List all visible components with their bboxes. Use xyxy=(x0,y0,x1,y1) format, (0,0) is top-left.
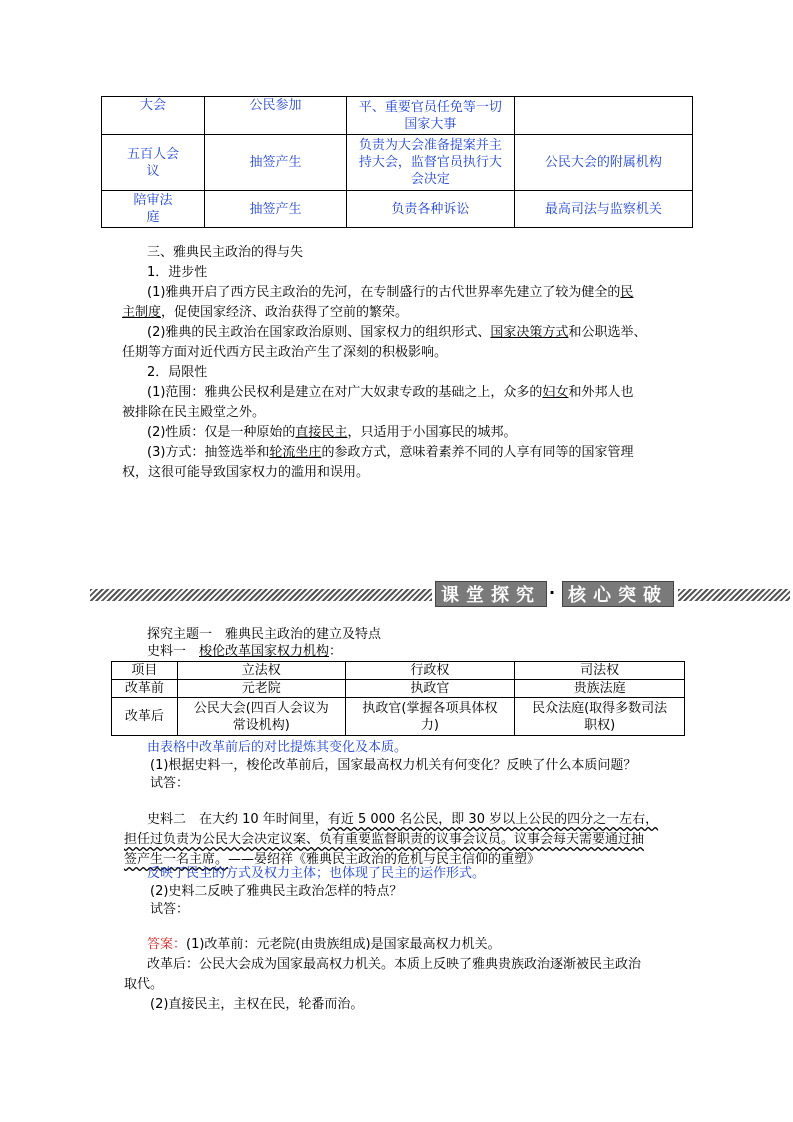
paragraph-line xyxy=(147,443,633,463)
text: (1)范围：雅典公民权利是建立在对广大奴隶专政的基础之上，众多的 xyxy=(147,385,543,400)
text: 史料二 在大约 10 年时间里， xyxy=(147,812,328,827)
table-cell: 抽签产生 xyxy=(204,191,346,228)
table-cell: 平、重要官员任免等一切国家大事 xyxy=(347,97,515,135)
paragraph-line xyxy=(147,283,633,303)
table-row xyxy=(102,97,693,135)
table-cell: 公民参加 xyxy=(204,97,346,135)
underlined-text: 国家决策方式 xyxy=(490,325,569,340)
hatch-left xyxy=(90,589,432,601)
table-row xyxy=(102,191,693,228)
answer-label: 答案： xyxy=(147,937,187,952)
table-row xyxy=(102,135,693,191)
paragraph-line xyxy=(124,830,644,850)
table-cell: 负责各种诉讼 xyxy=(347,191,515,228)
table-cell: 执政官(掌握各项具体权力) xyxy=(345,698,515,736)
subheading-progress: 1．进步性 xyxy=(147,265,208,280)
table-cell: 执政官 xyxy=(345,680,515,698)
underlined-text: 直接民主 xyxy=(295,425,348,440)
paragraph-line xyxy=(122,303,408,323)
section-heading: 三、雅典民主政治的得与失 xyxy=(147,245,304,260)
paragraph-line: (2)直接民主，主权在民，轮番而治。 xyxy=(150,997,364,1012)
answer-block xyxy=(124,935,714,1015)
paragraph-line: 取代。 xyxy=(124,977,164,992)
text: (2)雅典的民主政治在国家政治原则、国家权力的组织形式、 xyxy=(147,325,491,340)
table-header: 行政权 xyxy=(345,662,515,680)
banner-box-right: 核心突破 xyxy=(562,581,674,607)
table-cell: 公民大会(四百人会议为常设机构) xyxy=(177,698,345,736)
paragraph-line xyxy=(147,810,658,830)
table-cell xyxy=(514,97,692,135)
underlined-text: 主制度 xyxy=(122,305,162,320)
source-one-line xyxy=(147,642,342,662)
table-cell: 陪审法庭 xyxy=(102,191,205,228)
wavy-underlined-text: 签产生一名主席。 xyxy=(124,852,229,867)
table-header: 立法权 xyxy=(177,662,345,680)
text: ，促使国家经济、政治获得了空前的繁荣。 xyxy=(161,305,409,320)
text: ： xyxy=(329,644,343,659)
underlined-text: 梭伦改革国家权力机构 xyxy=(199,644,330,659)
paragraph-line xyxy=(147,423,516,443)
text: (1)雅典开启了西方民主政治的先河，在专制盛行的古代世界率先建立了较为健全的 xyxy=(147,285,621,300)
table-cell: 抽签产生 xyxy=(204,135,346,191)
text: (3)方式：抽签选举和 xyxy=(147,445,270,460)
text: 和外邦人也 xyxy=(568,385,634,400)
wavy-underlined-text: 有近 5 000 名公民，即 30 岁以上公民的四分之一左右， xyxy=(327,812,659,827)
table-cell: 改革前 xyxy=(112,680,178,698)
hint-one: 由表格中改革前后的对比提炼其变化及本质。 xyxy=(147,740,408,755)
underlined-text: 民 xyxy=(620,285,634,300)
table-header-row xyxy=(112,662,685,680)
table-row xyxy=(112,680,685,698)
underlined-text: 妇女 xyxy=(542,385,569,400)
table-header: 司法权 xyxy=(515,662,685,680)
paragraph-line xyxy=(147,935,501,955)
table-row xyxy=(112,698,685,736)
table-cell: 最高司法与监察机关 xyxy=(514,191,692,228)
paragraph-line: 任期等方面对近代西方民主政治产生了深刻的积极影响。 xyxy=(122,345,448,360)
paragraph-line xyxy=(147,323,646,343)
text: 史料一 xyxy=(147,644,200,659)
table-cell: 五百人会议 xyxy=(102,135,205,191)
paragraph-line xyxy=(147,383,633,403)
underlined-text: 轮流坐庄 xyxy=(269,445,322,460)
section-three xyxy=(122,243,702,480)
question-one: (1)根据史料一，梭伦改革前后，国家最高权力机关有何变化？反映了什么本质问题？ xyxy=(150,758,637,773)
paragraph-line: 权，这很可能导致国家权力的滥用和误用。 xyxy=(122,465,370,480)
banner-box-left: 课堂探究 xyxy=(435,581,547,607)
try-answer-two: 试答： xyxy=(150,902,190,917)
reform-table xyxy=(111,661,685,736)
table-cell: 负责为大会准备提案并主持大会，监督官员执行大会决定 xyxy=(347,135,515,191)
table-cell: 公民大会的附属机构 xyxy=(514,135,692,191)
text: ，只适用于小国寡民的城邦。 xyxy=(347,425,517,440)
hatch-right xyxy=(678,589,790,601)
table-cell: 元老院 xyxy=(177,680,345,698)
table-cell: 贵族法庭 xyxy=(515,680,685,698)
hint-two: 反映了民主的方式及权力主体；也体现了民主的运作形式。 xyxy=(147,866,486,881)
paragraph-line: 被排除在民主殿堂之外。 xyxy=(122,405,266,420)
text: 和公职选举、 xyxy=(568,325,647,340)
table-header: 项目 xyxy=(112,662,178,680)
try-answer-one: 试答： xyxy=(150,776,190,791)
paragraph-line: 改革后：公民大会成为国家最高权力机关。本质上反映了雅典贵族政治逐渐被民主政治 xyxy=(147,957,642,972)
subheading-limitation: 2．局限性 xyxy=(147,365,208,380)
text: (2)性质：仅是一种原始的 xyxy=(147,425,296,440)
wavy-underlined-text: 担任过负责为公民大会决定议案、负有重要监督职责的议事会议员。议事会每天需要通过抽 xyxy=(124,832,645,847)
banner-dot: · xyxy=(549,583,556,602)
question-two: (2)史料二反映了雅典民主政治怎样的特点？ xyxy=(150,884,403,899)
text: 的参政方式，意味着素养不同的人享有同等的国家管理 xyxy=(321,445,634,460)
section-banner xyxy=(90,581,790,607)
topic-one-heading: 探究主题一 雅典民主政治的建立及特点 xyxy=(147,627,382,642)
text: ——晏绍祥《雅典民主政治的危机与民主信仰的重塑》 xyxy=(228,852,541,867)
table-cell: 民众法庭(取得多数司法职权) xyxy=(515,698,685,736)
text: (1)改革前：元老院(由贵族组成)是国家最高权力机关。 xyxy=(186,937,501,952)
source-two xyxy=(124,810,714,870)
table-cell: 改革后 xyxy=(112,698,178,736)
table-cell: 大会 xyxy=(102,97,205,135)
top-table xyxy=(101,96,693,228)
